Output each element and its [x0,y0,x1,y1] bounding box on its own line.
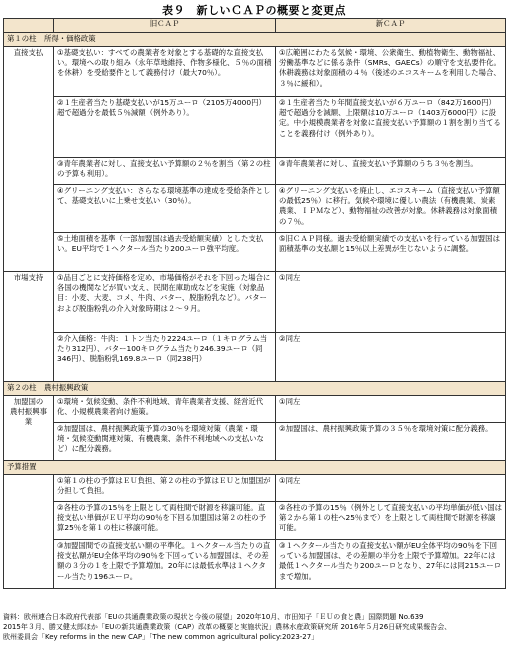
cell-old: ②加盟国は、農村振興政策予算の30％を環境対策（農業・環境・気候変動関連対策、有機農業、条件不利地域への支払いなど）に配分義務。 [54,423,276,461]
cap-comparison-table [3,18,506,589]
table-row [4,396,506,423]
cell-new: ①同左 [276,475,506,502]
table-row [4,502,506,540]
row-label-market-support: 市場支持 [4,272,54,382]
cell-old: ③加盟国間での直接支払い額の平準化。１ヘクタール当たりの直接支払額がEU全体平均の90％を下回っている加盟国は、その差額の３分の１を上限で予算増加。20年には最低水準は１ヘクタール当たり196ユーロ。 [54,540,276,589]
cell-new: ①同左 [276,396,506,423]
cell-new: ②１生産者当たり年間直接支払いが６万ユーロ（842万1600円）超で超過分を減額、上限額は10万ユーロ（1403万6000円）に設定。中小規模農業者を対象に直接支払い予算額の１割を割り当てることを義務付け（例外あり）。 [276,97,506,158]
section-row [4,461,506,475]
source-line: 資料：欧州連合日本政府代表部「EUの共通農業政策の現状と今後の展望」2020年10月、市田知子「ＥＵの食と農」国際問題 No.639 [3,613,424,621]
section-pillar1: 第１の柱 所得・価格政策 [4,33,506,47]
label-line: 加盟国の [13,397,44,406]
cell-old: ⑤土地面積を基準（一部加盟国は過去受給額実績）とした支払い。EU平均で１ヘクタール当たり200ユーロ強平均度。 [54,233,276,272]
cell-new: ③青年農業者に対し、直接支払い予算額のうち３％を割当。 [276,158,506,185]
table-row [4,423,506,461]
source-line: 欧州委員会「Key reforms in the new CAP」「The new common agricultural policy:2023-27」 [3,632,319,641]
table-row [4,475,506,502]
table-row [4,233,506,272]
row-label-blank [4,475,54,589]
header-old-cap: 旧ＣＡＰ [54,19,276,33]
header-new-cap: 新ＣＡＰ [276,19,506,33]
table-title: 表９ 新しいＣＡＰの概要と変更点 [162,4,346,17]
cell-new: ①同左 [276,272,506,333]
row-label-rural-development [4,396,54,461]
cell-old: ①品目ごとに支持価格を定め、市場価格がそれを下回った場合に各国の機関などが買い支え、民間在庫助成などを実施（対象品目：小麦、大麦、コメ、牛肉、バター、脱脂粉乳など）。バターおよび脱脂粉乳の介入対象時期は２～９月。 [54,272,276,333]
cell-old: ①環境・気候変動、条件不利地域、青年農業者支援、経営近代化、小規模農業者向け施策。 [54,396,276,423]
cell-new: ①広範囲にわたる気候・環境、公衆衛生、動植物衛生、動物福祉、労働基準などに係る条件（SMRs、GAECs）の順守を支払要件化。休耕義務は対象面積の４％（後述のエコスキームを利用した場合、３％に緩和）。 [276,47,506,97]
table-row [4,333,506,382]
cell-old: ①第１の柱の予算はＥＵ負担、第２の柱の予算はＥＵと加盟国が分担して負担。 [54,475,276,502]
cell-new: ⑤旧ＣＡＰ同様。過去受給額実績での支払いを行っている加盟国は面積基準の支払額と15％以上差異が生じないように調整。 [276,233,506,272]
source-line: 2015年３月、勝又健太郎ほか「EUの新共通農業政策（CAP）改革の概要と実施状況」農林水産政策研究所 2016年５月26日研究成果報告会、 [3,622,452,631]
cell-old: ②各柱の予算の15％を上限として両柱間で財源を移譲可能。直接支払い単価がＥＵ平均の90％を下回る加盟国は第２の柱の予算25％を第１の柱に移譲可能。 [54,502,276,540]
cell-old: ②介入価格：牛肉：１トン当たり2224ユーロ（１キログラム当たり312円）、バター100キログラム当たり246.39ユーロ（同346円）、脱脂粉乳169.8ユーロ（同238円） [54,333,276,382]
cell-old: ②１生産者当たり基礎支払いが15万ユーロ（2105万4000円）超で超過分を最低５％減額（例外あり）。 [54,97,276,158]
cell-new: ④グリーニング支払いを廃止し、エコスキーム（直接支払い予算額の最低25％）に移行。気候や環境に優しい農法（有機農業、炭素農業、ＩＰＭなど）、動物福祉の改善が対象。休耕義務は対象面積の７％。 [276,185,506,233]
table-row [4,158,506,185]
cell-old: ④グリーニング支払い：さらなる環境基準の達成を受給条件として、基礎支払いに上乗せ支払い（30％）。 [54,185,276,233]
cell-new: ②同左 [276,333,506,382]
cell-new: ②各柱の予算の15％（例外として直接支払いの平均単価が低い国は第２から第１の柱へ25％まで）を上限として両柱間で財源を移譲可能。 [276,502,506,540]
cell-old: ①基礎支払い：すべての農業者を対象とする基礎的な直接支払い。環境への取り組み（永年草地維持、作物多様化、５％の面積を休耕）を受給要件として義務付け（最大70％）。 [54,47,276,97]
section-pillar2: 第２の柱 農村振興政策 [4,382,506,396]
header-row [4,19,506,33]
table-row [4,185,506,233]
section-budget: 予算措置 [4,461,506,475]
label-line: 農村振興事業 [10,407,47,427]
row-label-direct-payment: 直接支払 [4,47,54,272]
section-row [4,382,506,396]
section-row [4,33,506,47]
source-note [3,613,505,642]
header-blank [4,19,54,33]
table-row [4,540,506,589]
cell-old: ③青年農業者に対し、直接支払い予算額の２％を割当（第２の柱の予算も利用）。 [54,158,276,185]
table-row [4,272,506,333]
table-row [4,47,506,97]
cell-new: ②加盟国は、農村振興政策予算の３５％を環境対策に配分義務。 [276,423,506,461]
table-row [4,97,506,158]
cell-new: ③１ヘクタール当たりの直接支払い額がEU全体平均の90％を下回っている加盟国は、その差額の半分を上限で予算増加。22年には最低１ヘクタール当たり200ユーロとなり、27年には同215ユーロまで増加。 [276,540,506,589]
